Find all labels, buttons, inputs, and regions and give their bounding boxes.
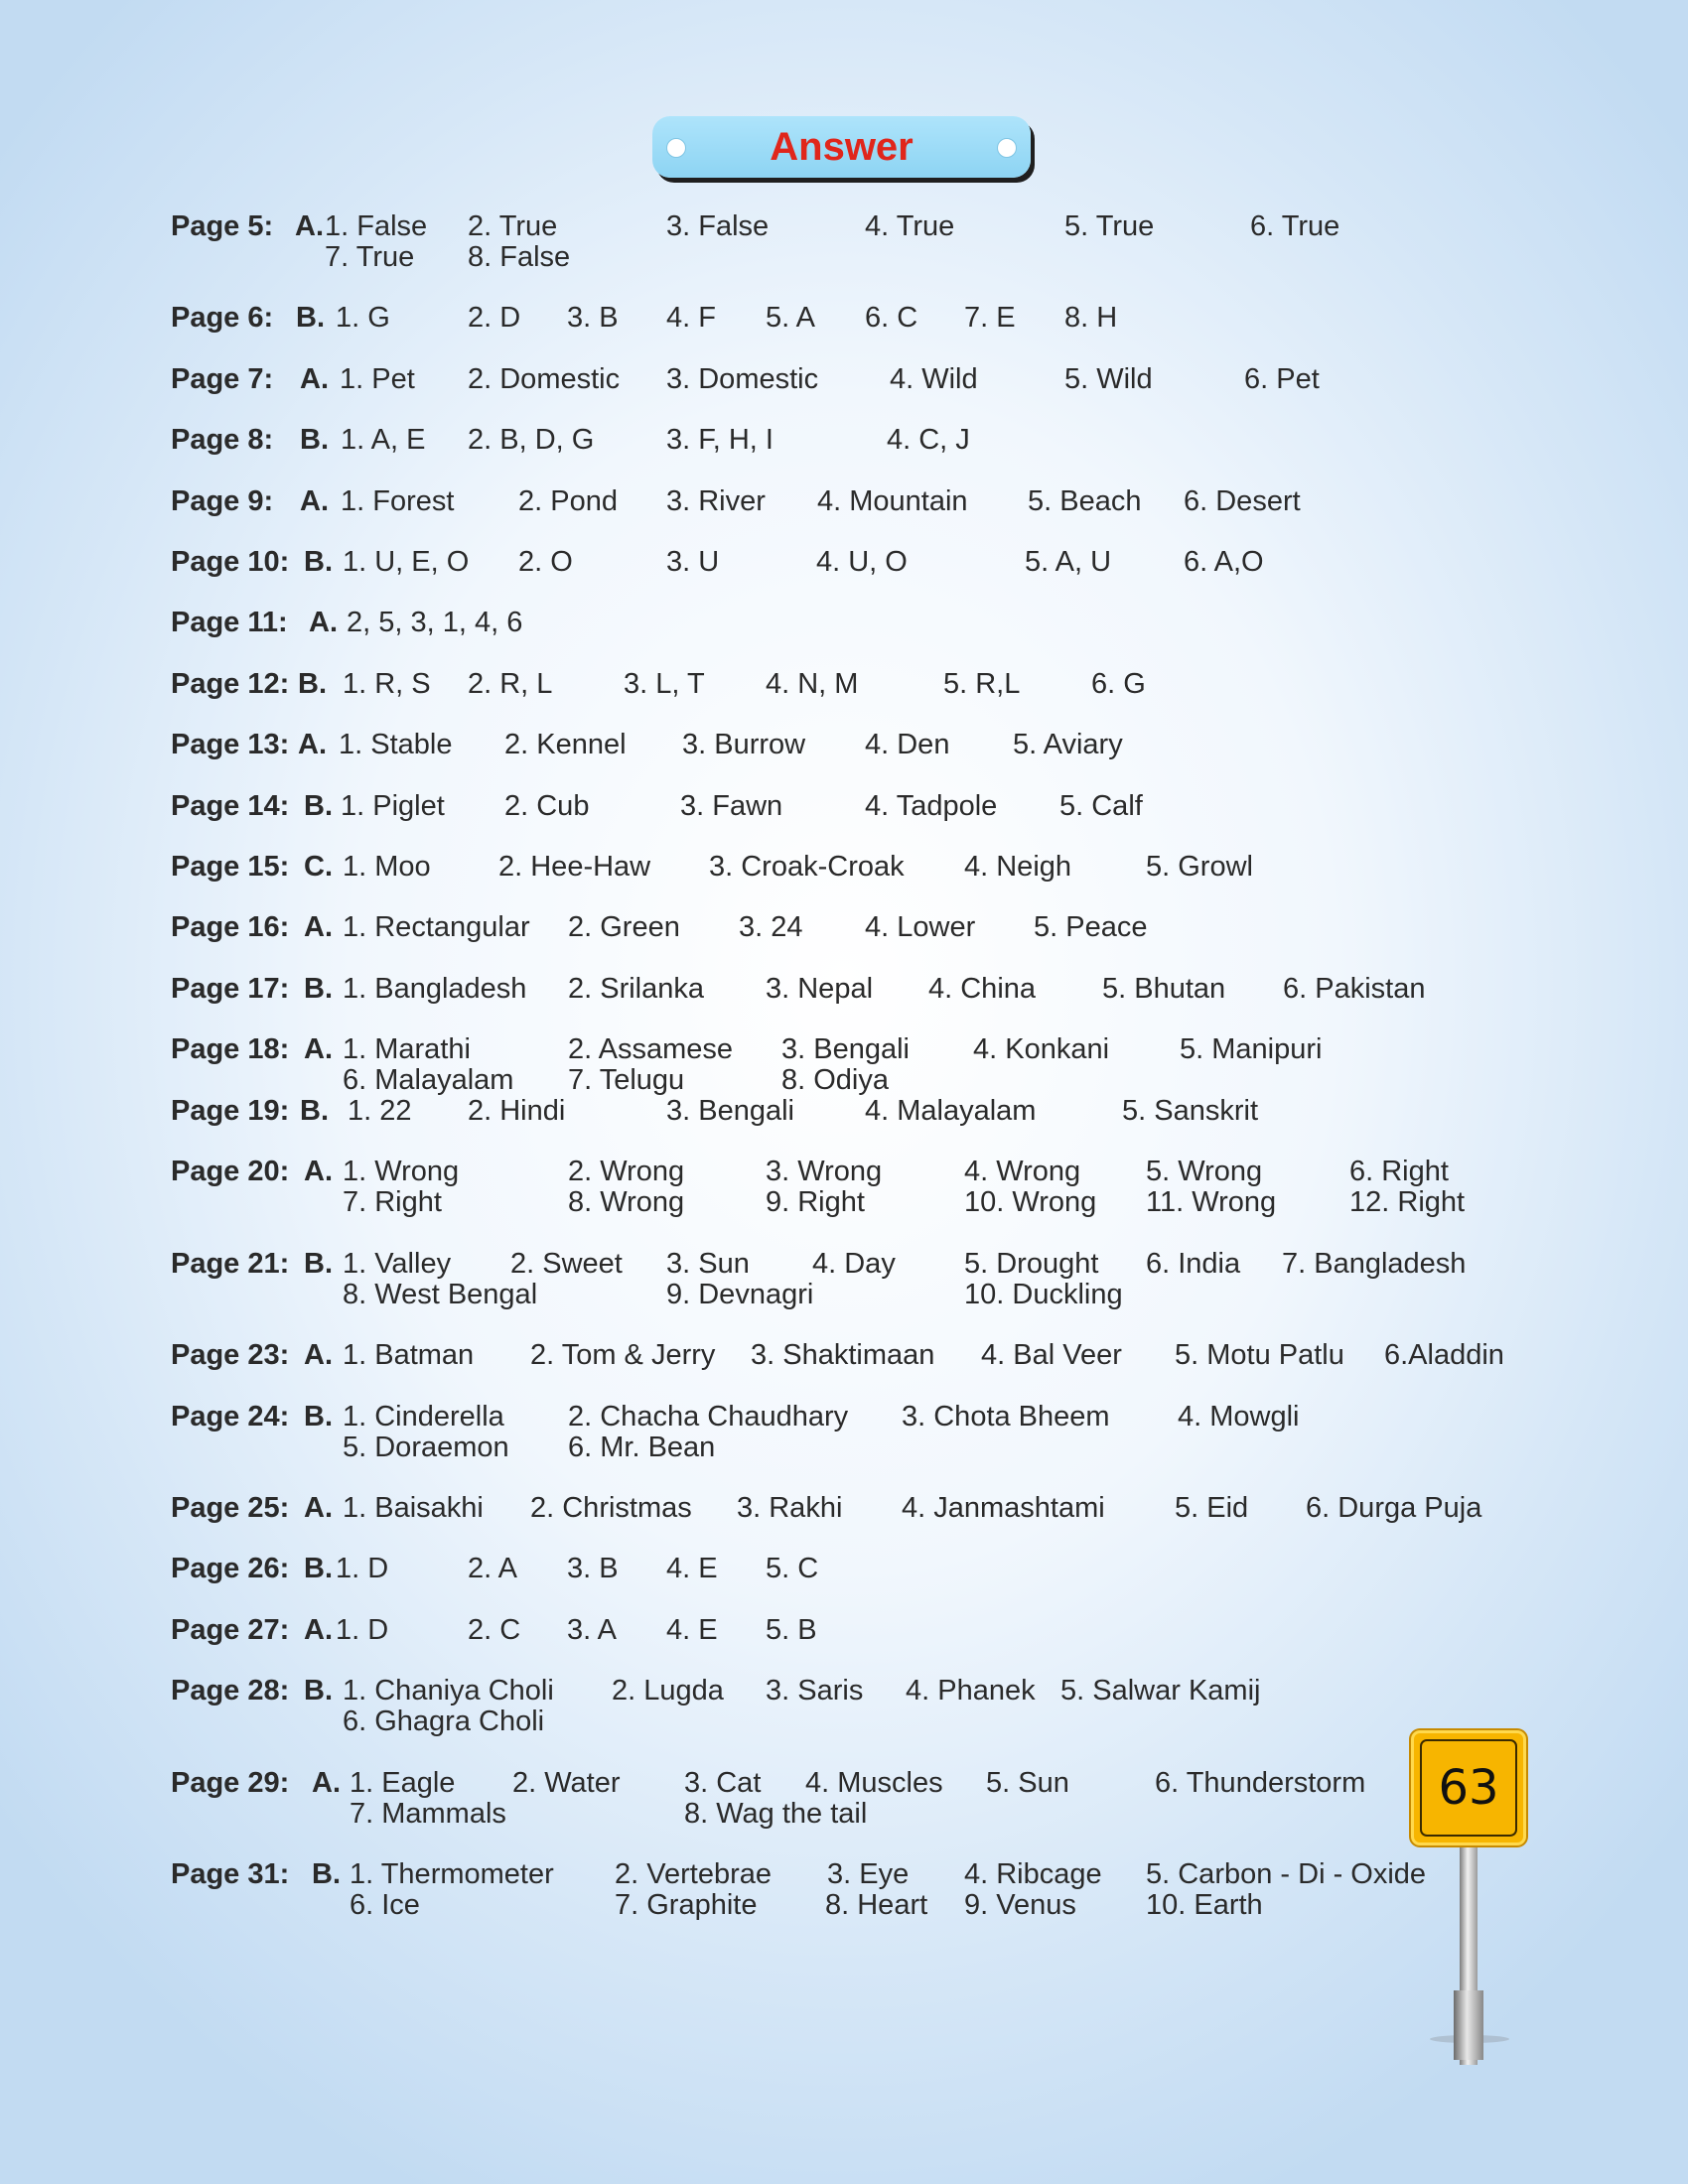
answer-item: 3. Sun <box>666 1248 750 1280</box>
section-letter: B. <box>304 1553 333 1584</box>
answer-item: 3. L, T <box>624 668 705 700</box>
answer-item: 2. Vertebrae <box>615 1858 772 1890</box>
section-letter: B. <box>296 302 325 334</box>
answer-item: 9. Right <box>766 1186 865 1218</box>
page-label: Page 11: <box>171 607 288 638</box>
answer-item: 1. Wrong <box>343 1156 460 1187</box>
answer-item: 8. H <box>1064 302 1118 334</box>
page-label: Page 24: <box>171 1401 290 1433</box>
answer-item: 8. Wag the tail <box>684 1798 868 1830</box>
answer-item: 1. Chaniya Choli <box>343 1675 554 1706</box>
answer-item: 3. Chota Bheem <box>902 1401 1110 1433</box>
answer-item: 3. Fawn <box>680 790 783 822</box>
answer-item: 6. Ice <box>350 1889 420 1921</box>
answer-item: 8. West Bengal <box>343 1279 538 1310</box>
answer-item: 4. Tadpole <box>865 790 998 822</box>
answer-item: 7. E <box>964 302 1016 334</box>
answer-item: 2. Hindi <box>468 1095 566 1127</box>
page-label: Page 28: <box>171 1675 290 1706</box>
answer-item: 1. U, E, O <box>343 546 470 578</box>
page-label: Page 13: <box>171 729 290 760</box>
answer-item: 4. Wrong <box>964 1156 1081 1187</box>
answer-item: 1. G <box>336 302 390 334</box>
page-number: 63 <box>1420 1739 1517 1837</box>
answer-item: 5. Peace <box>1034 911 1148 943</box>
answer-item: 2. Cub <box>504 790 590 822</box>
answer-item: 10. Earth <box>1146 1889 1263 1921</box>
answer-item: 2. Kennel <box>504 729 627 760</box>
answer-item: 3. 24 <box>739 911 803 943</box>
answer-item: 8. False <box>468 241 571 273</box>
answer-item: 5. Manipuri <box>1180 1033 1323 1065</box>
answer-item: 6.Aladdin <box>1384 1339 1504 1371</box>
answer-item: 6. A,O <box>1184 546 1264 578</box>
answer-item: 4. Bal Veer <box>981 1339 1122 1371</box>
answer-item: 3. False <box>666 210 770 242</box>
answer-item: 2. Green <box>568 911 680 943</box>
answer-item: 5. Carbon - Di - Oxide <box>1146 1858 1427 1890</box>
answer-banner <box>652 116 1031 178</box>
signpost-base <box>1454 1990 1483 2060</box>
section-letter: B. <box>304 790 333 822</box>
answer-item: 3. F, H, I <box>666 424 774 456</box>
page-label: Page 17: <box>171 973 290 1005</box>
answer-item: 2. Pond <box>518 485 618 517</box>
answer-item: 2. D <box>468 302 521 334</box>
answer-item: 1. R, S <box>343 668 431 700</box>
answer-item: 2. B, D, G <box>468 424 595 456</box>
answer-item: 2. Christmas <box>530 1492 692 1524</box>
section-letter: B. <box>304 546 333 578</box>
answer-item: 4. Phanek <box>906 1675 1036 1706</box>
answer-item: 2. A <box>468 1553 517 1584</box>
page-label: Page 8: <box>171 424 274 456</box>
answer-item: 1. Marathi <box>343 1033 471 1065</box>
section-letter: A. <box>304 1492 333 1524</box>
answer-item: 4. C, J <box>887 424 970 456</box>
answer-item: 3. Cat <box>684 1767 762 1799</box>
page-label: Page 29: <box>171 1767 290 1799</box>
answer-item: 2. True <box>468 210 558 242</box>
answer-item: 1. Forest <box>341 485 455 517</box>
answer-item: 2. C <box>468 1614 521 1646</box>
answer-item: 5. Beach <box>1028 485 1142 517</box>
answer-item: 3. River <box>666 485 766 517</box>
answer-item: 4. U, O <box>816 546 908 578</box>
answer-item: 6. Mr. Bean <box>568 1432 716 1463</box>
answer-item: 3. Saris <box>766 1675 864 1706</box>
answer-item: 2. Assamese <box>568 1033 734 1065</box>
answer-item: 8. Wrong <box>568 1186 685 1218</box>
answer-item: 4. F <box>666 302 716 334</box>
page-label: Page 12: <box>171 668 290 700</box>
answer-item: 5. Wild <box>1064 363 1153 395</box>
answer-item: 5. C <box>766 1553 819 1584</box>
page-label: Page 26: <box>171 1553 290 1584</box>
answer-item: 3. B <box>567 302 619 334</box>
answer-item: 10. Wrong <box>964 1186 1097 1218</box>
answer-item: 6. Right <box>1349 1156 1449 1187</box>
answer-item: 1. 22 <box>348 1095 412 1127</box>
answer-item: 8. Odiya <box>781 1064 889 1096</box>
answer-item: 5. Calf <box>1059 790 1143 822</box>
answer-item: 4. China <box>928 973 1037 1005</box>
answer-item: 5. True <box>1064 210 1155 242</box>
answer-item: 6. Ghagra Choli <box>343 1706 545 1737</box>
answer-item: 2. Chacha Chaudhary <box>568 1401 849 1433</box>
answer-item: 6. India <box>1146 1248 1241 1280</box>
page-label: Page 23: <box>171 1339 290 1371</box>
answer-item: 3. Croak-Croak <box>709 851 905 883</box>
answer-item: 2. R, L <box>468 668 553 700</box>
answer-item: 2. O <box>518 546 573 578</box>
answer-item: 4. Neigh <box>964 851 1072 883</box>
answer-item: 2. Tom & Jerry <box>530 1339 716 1371</box>
answer-item: 9. Devnagri <box>666 1279 814 1310</box>
answer-item: 4. Wild <box>890 363 978 395</box>
answer-item: 4. Ribcage <box>964 1858 1102 1890</box>
answer-item: 7. Telugu <box>568 1064 685 1096</box>
answer-item: 5. Aviary <box>1013 729 1123 760</box>
answer-item: 1. D <box>336 1553 389 1584</box>
section-letter: B. <box>304 1248 333 1280</box>
banner-left-dot <box>666 138 686 158</box>
section-letter: A. <box>295 210 324 242</box>
answer-item: 6. G <box>1091 668 1146 700</box>
answer-item: 3. Nepal <box>766 973 874 1005</box>
section-letter: B. <box>304 973 333 1005</box>
answer-item: 2, 5, 3, 1, 4, 6 <box>347 607 523 638</box>
answer-item: 5. Drought <box>964 1248 1099 1280</box>
answer-item: 12. Right <box>1349 1186 1466 1218</box>
section-letter: B. <box>300 1095 329 1127</box>
answer-item: 5. A, U <box>1025 546 1112 578</box>
answer-item: 1. Thermometer <box>350 1858 554 1890</box>
answer-item: 1. Valley <box>343 1248 452 1280</box>
answer-item: 1. False <box>325 210 428 242</box>
answer-item: 1. Bangladesh <box>343 973 527 1005</box>
answer-item: 6. Malayalam <box>343 1064 514 1096</box>
answer-item: 5. A <box>766 302 815 334</box>
answer-item: 5. Growl <box>1146 851 1253 883</box>
answer-item: 2. Wrong <box>568 1156 685 1187</box>
section-letter: A. <box>300 363 329 395</box>
answer-item: 1. Rectangular <box>343 911 530 943</box>
answer-item: 2. Water <box>512 1767 621 1799</box>
answer-item: 2. Srilanka <box>568 973 705 1005</box>
answer-item: 3. Domestic <box>666 363 819 395</box>
page-label: Page 14: <box>171 790 290 822</box>
answer-item: 6. Desert <box>1184 485 1301 517</box>
answer-item: 4. True <box>865 210 955 242</box>
section-letter: A. <box>309 607 338 638</box>
answer-item: 3. Bengali <box>781 1033 910 1065</box>
answer-item: 7. Mammals <box>350 1798 506 1830</box>
answer-item: 4. N, M <box>766 668 859 700</box>
answer-item: 4. E <box>666 1614 718 1646</box>
answer-item: 3. Bengali <box>666 1095 794 1127</box>
answer-item: 5. Motu Patlu <box>1175 1339 1344 1371</box>
answer-item: 1. Stable <box>339 729 453 760</box>
page-label: Page 25: <box>171 1492 290 1524</box>
answer-item: 5. Sun <box>986 1767 1069 1799</box>
section-letter: B. <box>304 1401 333 1433</box>
answer-item: 3. Shaktimaan <box>751 1339 935 1371</box>
section-letter: B. <box>298 668 327 700</box>
answer-item: 3. Rakhi <box>737 1492 843 1524</box>
page-number-sign <box>1411 1730 1526 1845</box>
answer-item: 4. E <box>666 1553 718 1584</box>
answer-item: 5. Bhutan <box>1102 973 1226 1005</box>
answer-item: 5. Doraemon <box>343 1432 509 1463</box>
answer-item: 1. Batman <box>343 1339 475 1371</box>
page-label: Page 9: <box>171 485 274 517</box>
answer-item: 1. Cinderella <box>343 1401 504 1433</box>
section-letter: A. <box>298 729 327 760</box>
answer-item: 3. B <box>567 1553 619 1584</box>
answer-item: 2. Domestic <box>468 363 621 395</box>
page-label: Page 21: <box>171 1248 290 1280</box>
section-letter: B. <box>300 424 329 456</box>
section-letter: B. <box>312 1858 341 1890</box>
section-letter: A. <box>312 1767 341 1799</box>
answer-item: 6. True <box>1250 210 1340 242</box>
page-label: Page 5: <box>171 210 274 242</box>
answer-item: 1. Baisakhi <box>343 1492 484 1524</box>
answer-item: 4. Mountain <box>817 485 968 517</box>
answer-item: 3. Burrow <box>682 729 806 760</box>
answer-item: 5. Salwar Kamij <box>1060 1675 1261 1706</box>
page-label: Page 10: <box>171 546 290 578</box>
answer-item: 1. Eagle <box>350 1767 456 1799</box>
section-letter: A. <box>304 1339 333 1371</box>
answer-item: 5. R,L <box>943 668 1021 700</box>
answer-item: 7. Bangladesh <box>1282 1248 1467 1280</box>
answer-item: 7. True <box>325 241 415 273</box>
page-label: Page 18: <box>171 1033 290 1065</box>
section-letter: B. <box>304 1675 333 1706</box>
answer-item: 6. Thunderstorm <box>1155 1767 1366 1799</box>
answer-item: 1. D <box>336 1614 389 1646</box>
section-letter: C. <box>304 851 333 883</box>
answer-item: 6. Pet <box>1244 363 1320 395</box>
page-label: Page 16: <box>171 911 290 943</box>
answer-item: 4. Malayalam <box>865 1095 1037 1127</box>
answer-item: 9. Venus <box>964 1889 1076 1921</box>
page-title: Answer <box>770 125 914 169</box>
answer-item: 1. Pet <box>340 363 415 395</box>
answer-item: 1. A, E <box>341 424 426 456</box>
answer-item: 3. U <box>666 546 720 578</box>
answer-item: 2. Lugda <box>612 1675 724 1706</box>
answer-item: 4. Muscles <box>805 1767 943 1799</box>
page-label: Page 27: <box>171 1614 290 1646</box>
answer-item: 2. Hee-Haw <box>498 851 651 883</box>
answer-item: 5. Wrong <box>1146 1156 1263 1187</box>
section-letter: A. <box>304 1156 333 1187</box>
page-label: Page 19: <box>171 1095 290 1127</box>
answer-item: 3. A <box>567 1614 617 1646</box>
section-letter: A. <box>304 1033 333 1065</box>
answer-item: 4. Den <box>865 729 950 760</box>
page-label: Page 20: <box>171 1156 290 1187</box>
answer-item: 8. Heart <box>825 1889 928 1921</box>
section-letter: A. <box>304 911 333 943</box>
answer-item: 3. Eye <box>827 1858 910 1890</box>
banner-right-dot <box>997 138 1017 158</box>
answer-item: 11. Wrong <box>1146 1186 1277 1218</box>
answer-item: 4. Konkani <box>973 1033 1110 1065</box>
answer-item: 4. Mowgli <box>1178 1401 1300 1433</box>
answer-item: 4. Lower <box>865 911 976 943</box>
answer-item: 3. Wrong <box>766 1156 883 1187</box>
answer-item: 5. B <box>766 1614 817 1646</box>
answer-item: 4. Janmashtami <box>902 1492 1105 1524</box>
section-letter: A. <box>304 1614 333 1646</box>
answer-item: 7. Right <box>343 1186 442 1218</box>
page-label: Page 31: <box>171 1858 290 1890</box>
section-letter: A. <box>300 485 329 517</box>
answer-item: 1. Moo <box>343 851 431 883</box>
answer-item: 6. Durga Puja <box>1306 1492 1482 1524</box>
answer-item: 6. Pakistan <box>1283 973 1426 1005</box>
answer-item: 5. Eid <box>1175 1492 1249 1524</box>
answer-item: 1. Piglet <box>341 790 445 822</box>
page-label: Page 7: <box>171 363 274 395</box>
answer-item: 6. C <box>865 302 918 334</box>
page-label: Page 6: <box>171 302 274 334</box>
answer-item: 10. Duckling <box>964 1279 1123 1310</box>
answer-item: 2. Sweet <box>510 1248 623 1280</box>
answer-item: 4. Day <box>812 1248 896 1280</box>
answer-item: 5. Sanskrit <box>1122 1095 1258 1127</box>
answer-item: 7. Graphite <box>615 1889 758 1921</box>
page-label: Page 15: <box>171 851 290 883</box>
